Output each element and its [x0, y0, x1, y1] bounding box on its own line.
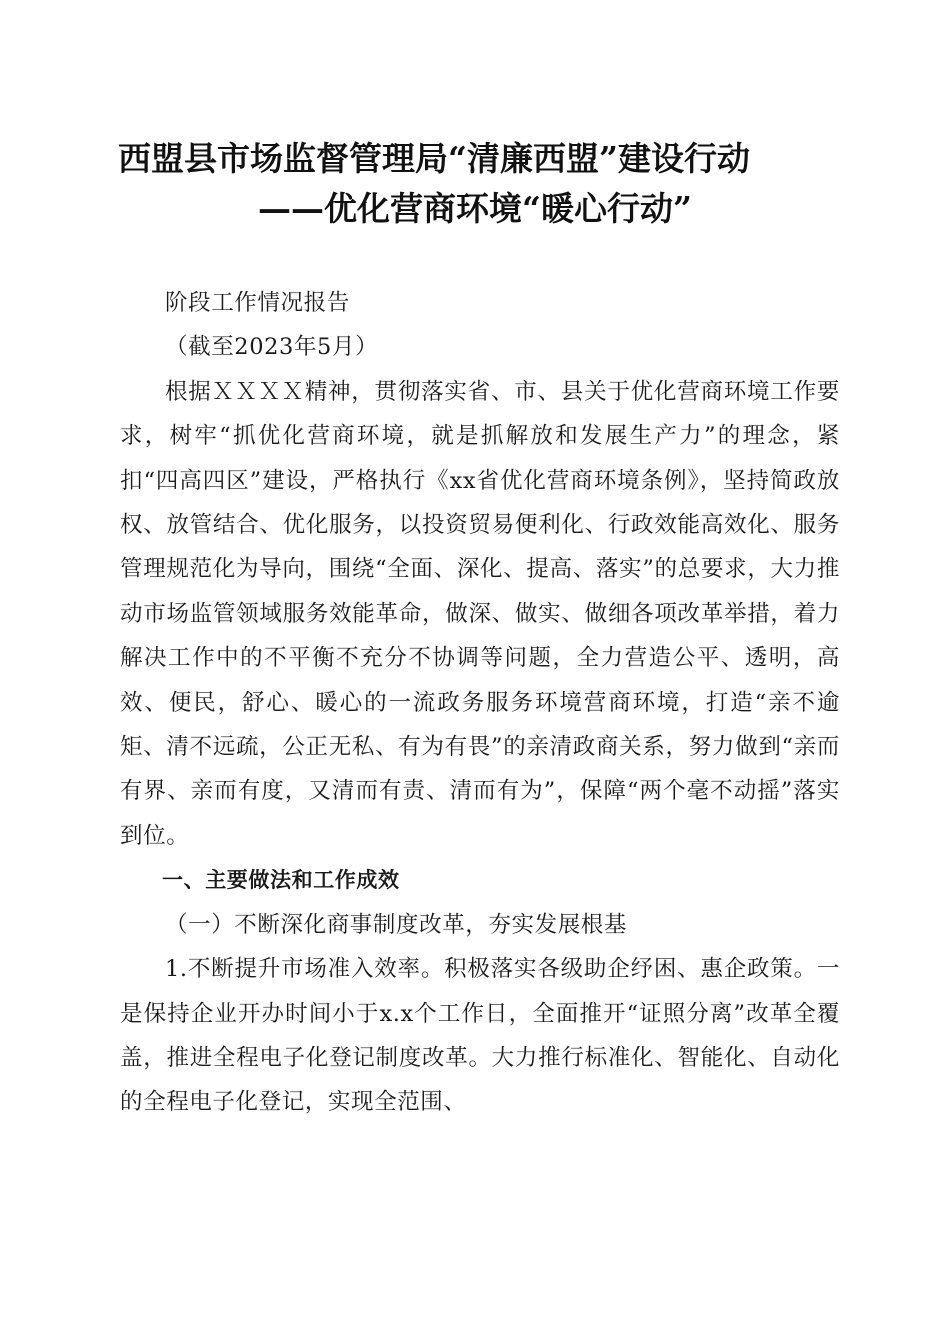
item-1-paragraph: 1.不断提升市场准入效率。积极落实各级助企纾困、惠企政策。一是保持企业开办时间小于x.x个工作日，全面推开“证照分离”改革全覆盖，推进全程电子化登记制度改革。大力推行标准化、智能化、自动化的全程电子化登记，实现全范围、 [120, 956, 840, 1116]
intro-paragraph: 根据ＸＸＸＸ精神，贯彻落实省、市、县关于优化营商环境工作要求，树牢“抓优化营商环境，就是抓解放和发展生产力”的理念，紧扣“四高四区”建设，严格执行《xx省优化营商环境条例》，坚持简政放权、放管结合、优化服务，以投资贸易便利化、行政效能高效化、服务管理规范化为导向，围绕“全面、深化、提高、落实”的总要求，大力推动市场监管领域服务效能革命，做深、做实、做细各项改革举措，着力解决工作中的不平衡不充分不协调等问题，全力营造公平、透明，高效、便民，舒心、暖心的一流政务服务环境营商环境，打造“亲不逾矩、清不远疏，公正无私、有为有畏”的亲清政商关系，努力做到“亲而有界、亲而有度，又清而有责、清而有为”，保障“两个毫不动摇”落实到位。 [120, 378, 840, 849]
report-subtitle: 阶段工作情况报告 [165, 290, 350, 316]
report-date-note: （截至2023年5月） [165, 334, 379, 361]
document-title-line-2: ——优化营商环境“暖心行动” [258, 189, 692, 228]
section-1-heading: 一、主要做法和工作成效 [162, 868, 400, 893]
subsection-1-heading: （一）不断深化商事制度改革，夯实发展根基 [165, 911, 628, 938]
document-title-line-1: 西盟县市场监督管理局“清廉西盟”建设行动 [118, 139, 750, 178]
document-body [120, 281, 840, 1125]
